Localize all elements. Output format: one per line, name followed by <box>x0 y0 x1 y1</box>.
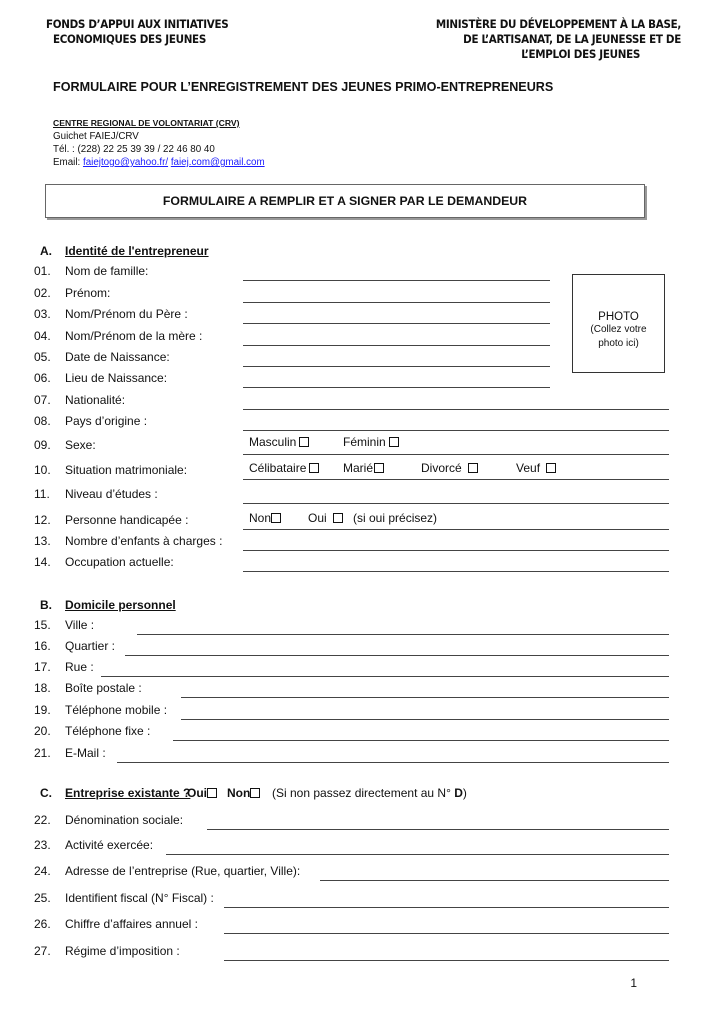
row-number: 13. <box>34 534 51 548</box>
row-number: 21. <box>34 746 51 760</box>
photo-hint-1: (Collez votre <box>590 324 647 335</box>
option-celibataire-label: Célibataire <box>249 461 307 475</box>
form-row <box>0 917 725 933</box>
checkbox-entreprise-oui[interactable] <box>207 788 217 798</box>
row-number: 15. <box>34 618 51 632</box>
row-label: Niveau d’études : <box>65 487 158 501</box>
handicap-note: (si oui précisez) <box>353 511 438 525</box>
checkbox-veuf[interactable] <box>546 463 556 473</box>
header-right-line-3: L’EMPLOI DES JEUNES <box>521 47 640 61</box>
row-label: Chiffre d’affaires annuel : <box>65 917 198 931</box>
row-number: 03. <box>34 307 51 321</box>
contact-block <box>53 117 265 169</box>
row-label: Téléphone mobile : <box>65 703 168 717</box>
fill-line[interactable] <box>243 550 669 551</box>
section-c-header <box>0 786 725 802</box>
option-handicap-oui[interactable] <box>308 511 343 525</box>
fill-line[interactable] <box>243 454 669 455</box>
section-c-oui-label: Oui <box>187 786 207 800</box>
section-c-note <box>272 786 467 800</box>
row-number: 18. <box>34 681 51 695</box>
form-row <box>0 660 725 676</box>
option-handicap-oui-label: Oui <box>308 511 327 525</box>
row-number: 22. <box>34 813 51 827</box>
checkbox-handicap-oui[interactable] <box>333 513 343 523</box>
form-row <box>0 746 725 762</box>
section-a-header <box>0 244 725 260</box>
section-c-note-suffix: ) <box>462 786 467 800</box>
section-b-letter: B. <box>40 598 52 612</box>
page-number: 1 <box>630 976 637 990</box>
checkbox-divorce[interactable] <box>468 463 478 473</box>
option-masculin-label: Masculin <box>249 435 297 449</box>
form-row <box>0 838 725 854</box>
row-label: Ville : <box>65 618 95 632</box>
row-number: 20. <box>34 724 51 738</box>
contact-guichet: Guichet FAIEJ/CRV <box>53 131 139 142</box>
section-c-title: Entreprise existante ? <box>65 786 191 800</box>
section-b-header <box>0 598 725 614</box>
row-number: 09. <box>34 438 51 452</box>
section-c-note-prefix: (Si non passez directement au N° <box>272 786 451 800</box>
row-number: 07. <box>34 393 51 407</box>
option-divorce-label: Divorcé <box>421 461 462 475</box>
form-row <box>0 891 725 907</box>
form-row <box>0 487 725 503</box>
checkbox-handicap-non[interactable] <box>271 513 281 523</box>
row-label: Adresse de l’entreprise (Rue, quartier, Ville): <box>65 864 301 878</box>
option-masculin[interactable] <box>249 435 309 449</box>
photo-label: PHOTO <box>598 311 639 323</box>
fill-line[interactable] <box>181 719 669 720</box>
fill-line[interactable] <box>166 854 669 855</box>
row-label: Dénomination sociale: <box>65 813 184 827</box>
row-number: 23. <box>34 838 51 852</box>
section-b-title: Domicile personnel <box>65 598 176 612</box>
contact-tel: Tél. : (228) 22 25 39 39 / 22 46 80 40 <box>53 144 215 155</box>
option-divorce[interactable] <box>421 461 478 475</box>
row-number: 25. <box>34 891 51 905</box>
fill-line[interactable] <box>137 634 669 635</box>
section-c-note-letter: D <box>454 786 463 800</box>
fill-line[interactable] <box>320 880 669 881</box>
section-c-letter: C. <box>40 786 52 800</box>
row-number: 17. <box>34 660 51 674</box>
row-number: 02. <box>34 286 51 300</box>
fill-line[interactable] <box>243 345 550 346</box>
row-number: 19. <box>34 703 51 717</box>
form-row <box>0 555 725 571</box>
email-label: Email: <box>53 157 81 168</box>
row-label: Sexe: <box>65 438 96 452</box>
form-row <box>0 681 725 697</box>
row-label: Prénom: <box>65 286 111 300</box>
row-label: Occupation actuelle: <box>65 555 174 569</box>
email-link-1[interactable]: faiejtogo@yahoo.fr/ <box>82 157 169 168</box>
option-handicap-non-label: Non <box>249 511 272 525</box>
row-number: 26. <box>34 917 51 931</box>
fill-line[interactable] <box>125 655 669 656</box>
contact-center: CENTRE REGIONAL DE VOLONTARIAT (CRV) <box>53 118 240 128</box>
checkbox-masculin[interactable] <box>299 437 309 447</box>
row-number: 10. <box>34 463 51 477</box>
row-number: 16. <box>34 639 51 653</box>
form-row <box>0 724 725 740</box>
section-c-non-label: Non <box>227 786 251 800</box>
form-row <box>0 618 725 634</box>
form-row <box>0 414 725 430</box>
form-row <box>0 534 725 550</box>
option-handicap-non[interactable] <box>249 511 281 525</box>
row-label: Quartier : <box>65 639 116 653</box>
row-number: 14. <box>34 555 51 569</box>
fill-line[interactable] <box>243 387 550 388</box>
row-label: Nom/Prénom du Père : <box>65 307 188 321</box>
row-label: Nom/Prénom de la mère : <box>65 329 203 343</box>
form-row <box>0 944 725 960</box>
fill-line[interactable] <box>243 280 550 281</box>
row-label: Pays d’origine : <box>65 414 148 428</box>
row-label: Régime d’imposition : <box>65 944 180 958</box>
header-right-line-1: MINISTÈRE DU DÉVELOPPEMENT À LA BASE, <box>435 17 681 31</box>
email-link-2[interactable]: faiej.com@gmail.com <box>170 157 265 168</box>
header-right-line-2: DE L’ARTISANAT, DE LA JEUNESSE ET DE <box>463 32 681 46</box>
header-left <box>46 17 228 47</box>
checkbox-entreprise-non[interactable] <box>250 788 260 798</box>
checkbox-feminin[interactable] <box>389 437 399 447</box>
fill-line[interactable] <box>207 829 669 830</box>
fill-line[interactable] <box>243 571 669 572</box>
row-number: 11. <box>34 487 50 501</box>
section-a-letter: A. <box>40 244 52 258</box>
checkbox-marie[interactable] <box>374 463 384 473</box>
fill-line[interactable] <box>101 676 669 677</box>
row-label: Date de Naissance: <box>65 350 170 364</box>
form-row <box>0 703 725 719</box>
option-marie[interactable] <box>343 461 384 475</box>
row-label: Téléphone fixe : <box>65 724 151 738</box>
fill-line[interactable] <box>243 479 669 480</box>
row-number: 12. <box>34 513 51 527</box>
row-label: Activité exercée: <box>65 838 154 852</box>
option-marie-label: Marié <box>343 461 374 475</box>
contact-email-line <box>53 156 265 169</box>
header-left-line-2: ECONOMIQUES DES JEUNES <box>53 32 206 46</box>
option-feminin[interactable] <box>343 435 399 449</box>
fill-line[interactable] <box>173 740 669 741</box>
row-number: 05. <box>34 350 51 364</box>
option-veuf[interactable] <box>516 461 556 475</box>
fill-line[interactable] <box>243 430 669 431</box>
row-label: Boîte postale : <box>65 681 142 695</box>
fill-line[interactable] <box>117 762 669 763</box>
row-label: Nom de famille: <box>65 264 149 278</box>
photo-hint-2: photo ici) <box>598 338 639 349</box>
instruction-box <box>45 184 645 218</box>
row-label: Nombre d’enfants à charges : <box>65 534 223 548</box>
fill-line[interactable] <box>243 409 669 410</box>
header-right <box>436 17 681 62</box>
form-title: FORMULAIRE POUR L’ENREGISTREMENT DES JEUNES PRIMO-ENTREPRENEURS <box>53 80 554 94</box>
row-number: 06. <box>34 371 51 385</box>
row-number: 08. <box>34 414 51 428</box>
instruction-box-title: FORMULAIRE A REMPLIR ET A SIGNER PAR LE DEMANDEUR <box>162 194 528 208</box>
row-label: Identifient fiscal (N° Fiscal) : <box>65 891 214 905</box>
row-number: 24. <box>34 864 51 878</box>
option-feminin-label: Féminin <box>343 435 386 449</box>
fill-line[interactable] <box>243 529 669 530</box>
form-row <box>0 813 725 829</box>
row-label: Personne handicapée : <box>65 513 189 527</box>
section-c-non[interactable] <box>227 786 260 800</box>
header-left-line-1: FONDS D’APPUI AUX INITIATIVES <box>46 17 229 31</box>
checkbox-celibataire[interactable] <box>309 463 319 473</box>
fill-line[interactable] <box>243 366 550 367</box>
fill-line[interactable] <box>243 302 550 303</box>
row-label: Rue : <box>65 660 94 674</box>
row-number: 01. <box>34 264 51 278</box>
section-a-title: Identité de l'entrepreneur <box>65 244 209 258</box>
form-row <box>0 639 725 655</box>
row-label: Situation matrimoniale: <box>65 463 188 477</box>
row-label: Lieu de Naissance: <box>65 371 168 385</box>
fill-line[interactable] <box>224 907 669 908</box>
fill-line[interactable] <box>243 323 550 324</box>
fill-line[interactable] <box>224 933 669 934</box>
fill-line[interactable] <box>224 960 669 961</box>
form-row <box>0 393 725 409</box>
row-number: 04. <box>34 329 51 343</box>
section-c-oui[interactable] <box>187 786 217 800</box>
option-celibataire[interactable] <box>249 461 319 475</box>
row-number: 27. <box>34 944 51 958</box>
photo-box[interactable] <box>572 274 665 373</box>
fill-line[interactable] <box>181 697 669 698</box>
fill-line[interactable] <box>243 503 669 504</box>
option-veuf-label: Veuf <box>516 461 541 475</box>
row-label: Nationalité: <box>65 393 126 407</box>
form-row <box>0 864 725 880</box>
form-row <box>0 371 725 387</box>
row-label: E-Mail : <box>65 746 106 760</box>
